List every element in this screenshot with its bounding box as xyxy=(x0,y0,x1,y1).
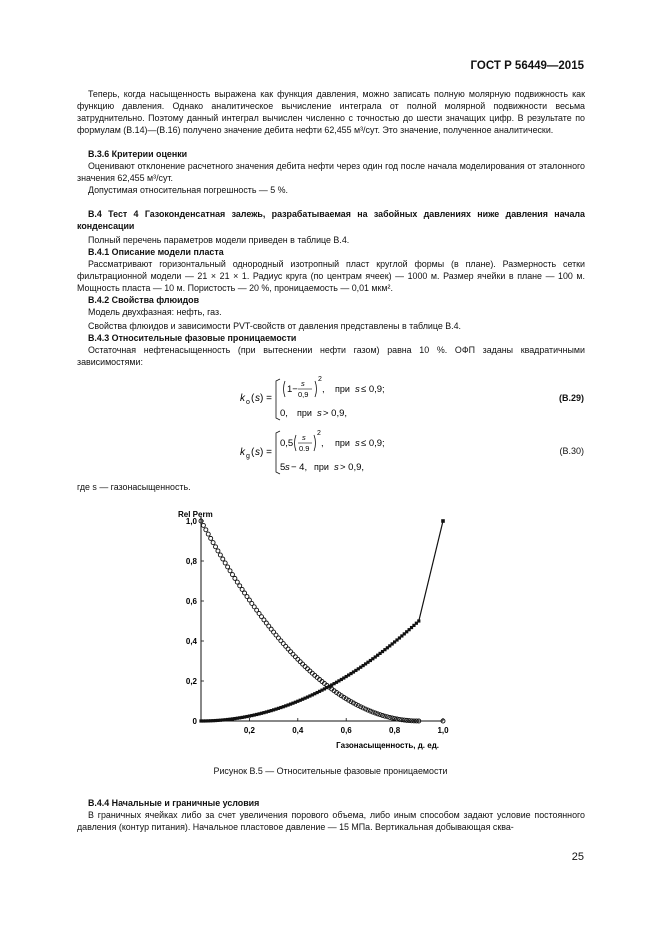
oil-point xyxy=(218,553,222,557)
svg-text:≤ 0,9;: ≤ 0,9; xyxy=(361,384,385,395)
paragraph-2: Оценивают отклонение расчетного значения дебита нефти через один год после начала моделирования от эталонного значения 62,455 м³/сут. xyxy=(77,161,585,183)
heading-b4: В.4 Тест 4 Газоконденсатная залежь, разрабатываемая на забойных давлениях ниже давления начала конденсации xyxy=(77,209,585,231)
paragraph-4: Полный перечень параметров модели приведен в таблице В.4. xyxy=(88,235,350,245)
oil-point xyxy=(209,536,213,540)
svg-text:2: 2 xyxy=(317,430,321,437)
svg-text:(: ( xyxy=(251,393,255,404)
svg-text:,: , xyxy=(322,384,325,395)
oil-point xyxy=(291,652,295,656)
oil-point xyxy=(296,657,300,661)
svg-text:s: s xyxy=(302,433,306,442)
oil-point xyxy=(204,528,208,532)
y-tick-label: 1,0 xyxy=(185,517,197,526)
svg-text:> 0,9,: > 0,9, xyxy=(340,462,365,473)
svg-text:0,9: 0,9 xyxy=(298,390,309,399)
oil-point xyxy=(371,710,375,714)
chart-x-label: Газонасыщенность, д. ед. xyxy=(336,741,439,750)
oil-point xyxy=(211,541,215,545)
oil-point xyxy=(368,709,372,713)
oil-point xyxy=(293,655,297,659)
formula-ko xyxy=(240,373,420,423)
equation-number-1: (B.29) xyxy=(558,393,584,403)
svg-text:при: при xyxy=(314,462,329,472)
oil-point xyxy=(373,711,377,715)
y-tick-label: 0,2 xyxy=(185,677,197,686)
gas-point xyxy=(441,519,445,523)
heading-b36: В.3.6 Критерии оценки xyxy=(88,149,188,159)
oil-point xyxy=(301,662,305,666)
oil-point xyxy=(235,580,239,584)
svg-text:0,: 0, xyxy=(280,408,288,419)
svg-text:s: s xyxy=(285,462,290,473)
svg-text:> 0,9,: > 0,9, xyxy=(323,408,348,419)
heading-b44: В.4.4 Начальные и граничные условия xyxy=(88,798,260,808)
svg-text:(: ( xyxy=(251,447,255,458)
oil-point xyxy=(303,664,307,668)
svg-text:s: s xyxy=(255,393,260,404)
oil-point xyxy=(216,549,220,553)
svg-text:k: k xyxy=(240,393,245,404)
svg-text:2: 2 xyxy=(318,376,322,383)
relperm-chart xyxy=(165,505,465,755)
oil-point xyxy=(221,557,225,561)
paragraph-1: Теперь, когда насыщенность выражена как функция давления, можно записать полную молярную подвижность как функцию давления. Однако аналитическое вычисление интеграла от полной молярной подвижности весьма затруднительно. Поэтому данный интеграл вычислен численно с точностью до шести значащих цифр. В результате по формулам (В.14)—(В.16) получено значение дебита нефти 62,455 м³/сут. Это значение, полученное аналитически. xyxy=(77,89,585,135)
oil-point xyxy=(214,545,218,549)
chart-y-label: Rel Perm xyxy=(178,510,213,519)
svg-text:s: s xyxy=(355,438,360,449)
page-number: 25 xyxy=(571,851,584,863)
heading-b42: В.4.2 Свойства флюидов xyxy=(88,295,200,305)
svg-text:,: , xyxy=(321,438,324,449)
y-tick-label: 0,6 xyxy=(185,597,197,606)
svg-text:) =: ) = xyxy=(260,393,272,404)
svg-text:s: s xyxy=(255,447,260,458)
oil-point xyxy=(298,660,302,664)
svg-text:при: при xyxy=(335,384,350,394)
heading-b41: В.4.1 Описание модели пласта xyxy=(88,247,224,257)
svg-text:1−: 1− xyxy=(287,384,298,395)
heading-b43: В.4.3 Относительные фазовые проницаемости xyxy=(88,333,297,343)
svg-text:0.9: 0.9 xyxy=(299,444,310,453)
svg-text:при: при xyxy=(335,438,350,448)
svg-text:k: k xyxy=(240,447,245,458)
paragraph-9: где s — газонасыщенность. xyxy=(77,482,191,492)
y-tick-label: 0,8 xyxy=(185,557,197,566)
y-tick-label: 0 xyxy=(192,717,197,726)
paragraph-3: Допустимая относительная погрешность — 5 %. xyxy=(88,185,289,195)
svg-text:при: при xyxy=(297,408,312,418)
oil-point xyxy=(228,569,232,573)
x-tick-label: 0,2 xyxy=(243,726,255,735)
svg-text:s: s xyxy=(317,408,322,419)
paragraph-5: Рассматривают горизонтальный однородный изотропный пласт круглой формы (в плане). Размерность сетки фильтрационной модели — 21 × 21 × 1. Радиус круга (по центрам ячеек) — 1000 м. Размер ячейки в плане — 100 м. Мощность пласта — 10 м. Пористость — 20 %, проницаемость — 0,01 мкм². xyxy=(77,259,585,293)
svg-text:0,5: 0,5 xyxy=(280,438,294,449)
formula-kg xyxy=(240,427,420,477)
svg-text:g: g xyxy=(246,453,250,460)
svg-text:o: o xyxy=(246,399,250,406)
paragraph-8: Остаточная нефтенасыщенность (при вытеснении нефти газом) равна 10 %. ОФП заданы квадратичными зависимостями: xyxy=(77,345,585,367)
svg-text:≤ 0,9;: ≤ 0,9; xyxy=(361,438,385,449)
equation-number-2: (B.30) xyxy=(559,446,584,456)
x-tick-label: 0,6 xyxy=(340,726,352,735)
paragraph-10: В граничных ячейках либо за счет увеличения порового объема, либо иным способом задают условие постоянного давления (контур питания). Начальное пластовое давление — 15 МПа. Вертикальная добывающая сква- xyxy=(77,810,585,832)
svg-text:5: 5 xyxy=(280,462,286,473)
svg-text:s: s xyxy=(301,379,305,388)
x-tick-label: 0,8 xyxy=(389,726,401,735)
oil-point xyxy=(206,532,210,536)
oil-point xyxy=(238,584,242,588)
oil-point xyxy=(223,561,227,565)
oil-point xyxy=(230,573,234,577)
x-tick-label: 0,4 xyxy=(292,726,304,735)
paragraph-6: Модель двухфазная: нефть, газ. xyxy=(88,307,222,317)
paragraph-7: Свойства флюидов и зависимости PVT-свойств от давления представлены в таблице В.4. xyxy=(88,321,462,331)
oil-point xyxy=(226,565,230,569)
oil-point xyxy=(233,576,237,580)
svg-text:s: s xyxy=(334,462,339,473)
svg-text:) =: ) = xyxy=(260,447,272,458)
svg-text:− 4,: − 4, xyxy=(291,462,308,473)
y-tick-label: 0,4 xyxy=(185,637,197,646)
oil-point xyxy=(305,667,309,671)
page-header: ГОСТ Р 56449—2015 xyxy=(470,60,584,72)
figure-caption: Рисунок В.5 — Относительные фазовые проницаемости xyxy=(213,766,448,776)
gas-line xyxy=(419,521,443,621)
x-tick-label: 1,0 xyxy=(437,726,449,735)
svg-text:s: s xyxy=(355,384,360,395)
oil-point xyxy=(201,523,205,527)
